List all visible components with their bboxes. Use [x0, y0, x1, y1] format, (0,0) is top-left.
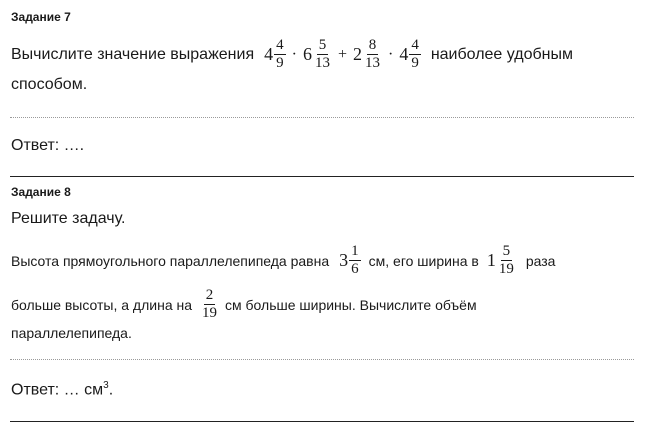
fraction — [409, 38, 421, 71]
operator-multiply: · — [387, 45, 394, 63]
task-8-line-1 — [11, 244, 555, 277]
operator-plus: + — [337, 45, 347, 63]
denominator: 19 — [498, 261, 514, 277]
whole-part: 4 — [264, 44, 274, 64]
task-8-text: см больше ширины. Вычислите объём — [225, 296, 477, 313]
height-value — [337, 244, 363, 277]
mixed-number — [339, 244, 361, 277]
numerator: 4 — [411, 37, 419, 53]
whole-part: 2 — [352, 44, 362, 64]
task-8-prompt: Решите задачу. — [11, 210, 126, 227]
operator-multiply: · — [291, 45, 297, 63]
length-difference — [200, 288, 219, 321]
numerator: 8 — [368, 37, 377, 53]
numerator: 5 — [502, 243, 511, 259]
fraction — [497, 244, 516, 277]
mixed-number-3 — [353, 38, 382, 71]
task-7-answer: Ответ: …. — [11, 137, 85, 154]
answer-exponent: 3 — [103, 380, 109, 391]
task-8-text: см, его ширина в — [368, 252, 479, 269]
task-7-line-2: способом. — [11, 76, 88, 93]
denominator: 6 — [351, 261, 359, 277]
whole-part: 3 — [339, 250, 349, 270]
answer-text: Ответ: … см — [11, 381, 104, 399]
fraction — [363, 38, 382, 71]
mixed-number-2 — [303, 38, 332, 71]
task-7-intro: Вычислите значение выражения — [11, 45, 255, 63]
task-7-expression-line — [11, 38, 573, 71]
numerator: 5 — [318, 37, 327, 53]
answer-period: . — [108, 381, 114, 399]
numerator: 4 — [276, 37, 284, 53]
mixed-number-4 — [399, 38, 421, 71]
task-8-text: Высота прямоугольного параллелепипеда равна — [11, 252, 330, 269]
mixed-number — [487, 244, 516, 277]
numerator: 2 — [205, 287, 214, 303]
task-7-title: Задание 7 — [11, 10, 71, 24]
denominator: 9 — [411, 55, 419, 71]
whole-part: 1 — [486, 250, 496, 270]
divider-solid — [10, 176, 634, 177]
whole-part: 6 — [302, 44, 312, 64]
task-7-expression — [262, 38, 423, 71]
task-8-text: раза — [525, 252, 556, 269]
task-8-answer — [11, 380, 113, 399]
task-8-line-2 — [11, 288, 477, 321]
fraction — [200, 288, 219, 321]
divider-dotted — [10, 359, 634, 360]
width-ratio — [485, 244, 518, 277]
denominator: 13 — [314, 55, 330, 71]
divider-dotted — [10, 117, 634, 118]
fraction — [313, 38, 332, 71]
numerator: 1 — [351, 243, 359, 259]
fraction — [349, 244, 361, 277]
task-8-text: больше высоты, а длина на — [11, 296, 193, 313]
mixed-number-1 — [264, 38, 286, 71]
task-8-title: Задание 8 — [11, 185, 71, 199]
denominator: 13 — [364, 55, 380, 71]
divider-solid — [10, 421, 634, 422]
task-7-outro: наиболее удобным — [430, 45, 573, 63]
fraction — [274, 38, 286, 71]
whole-part: 4 — [399, 44, 409, 64]
task-8-line-3: параллелепипеда. — [11, 325, 132, 341]
denominator: 9 — [276, 55, 284, 71]
denominator: 19 — [202, 305, 218, 321]
